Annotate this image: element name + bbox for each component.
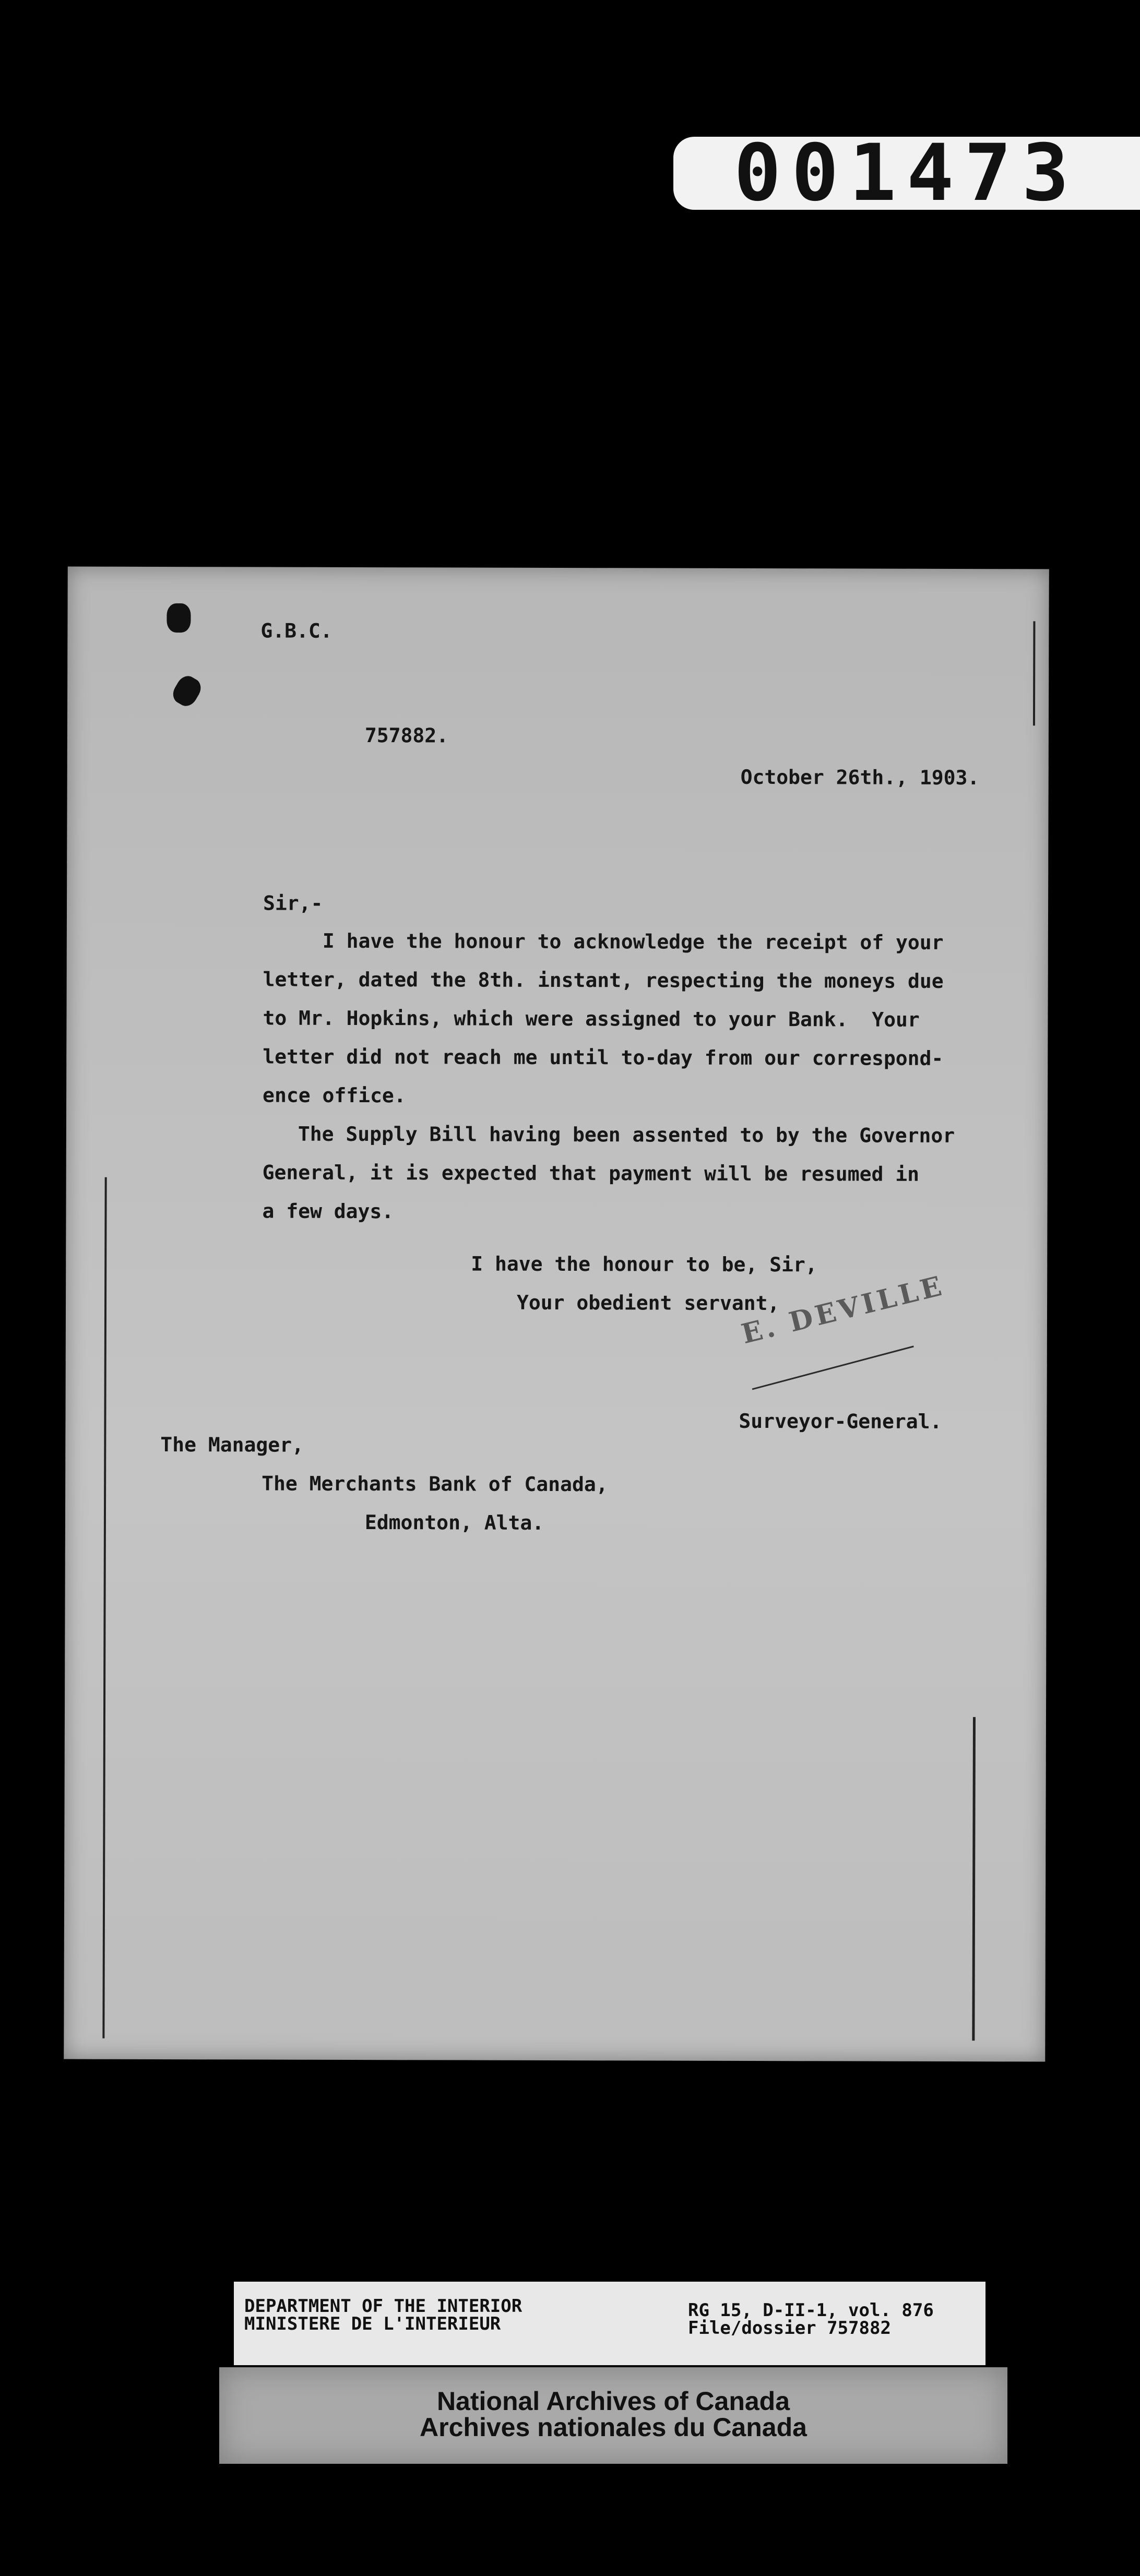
signature-stamp: E. DEVILLE [738,1269,948,1351]
paragraph-2-line-2: General, it is expected that payment will be resumed in [262,1161,920,1186]
edge-mark-right-lower [972,1717,976,2041]
letter-page [64,567,1049,2062]
closing-line-2: Your obedient servant, [517,1291,780,1315]
addressee-line-3: Edmonton, Alta. [364,1511,544,1534]
record-group-ref: RG 15, D-II-1, vol. 876 [688,2300,934,2321]
frame-number: 001473 [673,137,1140,210]
paragraph-1-line-2: letter, dated the 8th. instant, respecting the moneys due [263,968,944,993]
punch-hole-top [167,603,191,633]
punch-hole-bottom [169,672,205,710]
edge-mark-right [1033,621,1036,725]
closing-line-1: I have the honour to be, Sir, [471,1252,817,1277]
letter-date: October 26th., 1903. [740,765,980,790]
paragraph-1-line-5: ence office. [263,1083,406,1107]
header-code: G.B.C. [260,619,332,642]
department-fr: MINISTERE DE L'INTERIEUR [244,2313,501,2334]
archives-name-fr: Archives nationales du Canada [420,2413,807,2442]
edge-mark-left [102,1177,106,2038]
paragraph-2-line-1: The Supply Bill having been assented to by the Governor [298,1122,955,1147]
archives-name-en: National Archives of Canada [436,2387,790,2416]
addressee-line-1: The Manager, [160,1433,304,1457]
archive-label [234,2282,985,2365]
department-en: DEPARTMENT OF THE INTERIOR [244,2296,522,2317]
paragraph-1-line-3: to Mr. Hopkins, which were assigned to your Bank. Your [263,1006,920,1031]
file-reference: 757882. [364,724,449,747]
signature-line [752,1345,914,1390]
archives-banner [219,2367,1007,2464]
paragraph-2-line-3: a few days. [262,1199,394,1223]
salutation: Sir,- [263,891,323,915]
paragraph-1-line-4: letter did not reach me until to-day from our correspond- [263,1045,944,1070]
addressee-line-2: The Merchants Bank of Canada, [262,1472,608,1496]
file-dossier-ref: File/dossier 757882 [688,2318,891,2339]
paragraph-1-line-1: I have the honour to acknowledge the receipt of your [322,929,944,954]
signature-title: Surveyor-General. [739,1409,942,1433]
